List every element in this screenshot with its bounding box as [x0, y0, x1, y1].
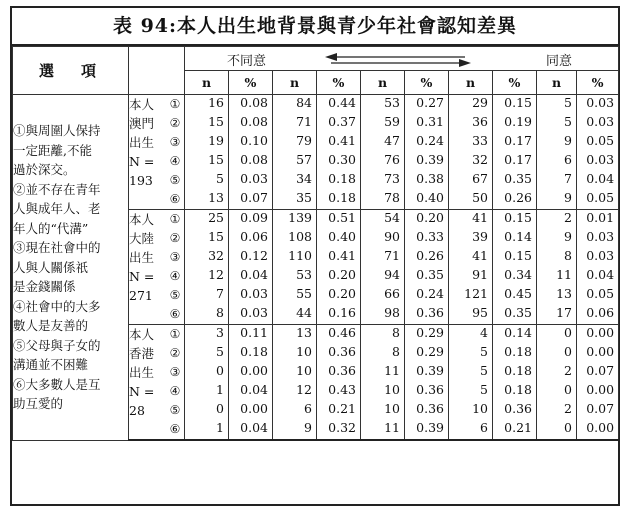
cell-value: 9 — [304, 420, 312, 435]
cell-value: 0.06 — [240, 229, 268, 244]
option-line: 人與成年人、老 — [13, 201, 101, 216]
item-number: ① — [169, 327, 181, 341]
cell-value: 0.18 — [240, 344, 268, 359]
cell-value: 0.15 — [504, 95, 532, 110]
cell-value: 12 — [208, 267, 224, 282]
cell-value: 50 — [472, 190, 488, 205]
cell-value: 0.07 — [586, 401, 615, 416]
cell-value: 66 — [384, 286, 400, 301]
cell-value: 0.04 — [240, 267, 268, 282]
value-column — [317, 325, 361, 441]
group-label-inner — [129, 95, 184, 209]
cell-value: 0.26 — [416, 248, 444, 263]
value-column — [317, 95, 361, 210]
cell-value: 0.14 — [504, 325, 532, 340]
cell-value: 10 — [472, 401, 488, 416]
cell-value: 53 — [384, 95, 400, 110]
group-label-line: 出生 — [129, 135, 155, 150]
cell-value: 0.00 — [240, 401, 268, 416]
cell-value: 1 — [216, 420, 224, 435]
value-column — [361, 210, 405, 325]
col-header-n: n — [273, 71, 317, 95]
cell-value: 0.06 — [586, 305, 615, 320]
cell-value: 0.20 — [328, 286, 356, 301]
cell-value: 16 — [208, 95, 224, 110]
value-column — [317, 210, 361, 325]
group-label — [129, 95, 185, 210]
cell-value: 0.32 — [328, 420, 356, 435]
value-column — [449, 95, 493, 210]
cell-value: 2 — [564, 401, 572, 416]
cell-value: 0.01 — [586, 210, 615, 225]
cell-value: 0.37 — [328, 114, 356, 129]
scale-right-label: 同意 — [546, 54, 573, 69]
value-column — [273, 95, 317, 210]
cell-value: 0.20 — [328, 267, 356, 282]
cell-value: 0.36 — [416, 305, 444, 320]
item-number: ⑤ — [169, 288, 181, 302]
cell-value: 15 — [208, 114, 224, 129]
cell-value: 0.36 — [328, 344, 356, 359]
item-number: ④ — [169, 269, 181, 283]
cell-value: 0.39 — [416, 420, 444, 435]
cell-value: 0.18 — [504, 344, 532, 359]
cell-value: 0.17 — [504, 133, 532, 148]
group-label-line: 出生 — [129, 365, 155, 380]
item-numbers — [166, 210, 184, 324]
cell-value: 0.00 — [586, 382, 615, 397]
value-column — [185, 325, 229, 441]
cell-value: 0.07 — [240, 190, 268, 205]
cell-value: 0.07 — [586, 363, 615, 378]
cell-value: 10 — [384, 382, 400, 397]
group-row — [13, 95, 619, 210]
group-label-line: N = — [129, 269, 155, 284]
cell-value: 0.03 — [240, 305, 268, 320]
value-column — [229, 325, 273, 441]
col-header-pct: % — [405, 71, 449, 95]
cell-value: 54 — [384, 210, 400, 225]
col-header-n: n — [449, 71, 493, 95]
cell-value: 0.17 — [504, 152, 532, 167]
group-header-blank — [129, 47, 185, 95]
cell-value: 0.29 — [416, 325, 444, 340]
cell-value: 71 — [384, 248, 400, 263]
cell-value: 0.00 — [586, 344, 615, 359]
group-label-line: N = — [129, 154, 155, 169]
cell-value: 0.18 — [328, 190, 356, 205]
cell-value: 0.03 — [240, 286, 268, 301]
cell-value: 0.35 — [504, 171, 532, 186]
cell-value: 79 — [296, 133, 312, 148]
cell-value: 0.43 — [328, 382, 356, 397]
cell-value: 0.03 — [586, 229, 615, 244]
cell-value: 95 — [472, 305, 488, 320]
cell-value: 0.21 — [328, 401, 356, 416]
cell-value: 0.08 — [240, 114, 268, 129]
cell-value: 59 — [384, 114, 400, 129]
cell-value: 0.05 — [586, 190, 615, 205]
cell-value: 15 — [208, 229, 224, 244]
cell-value: 5 — [564, 95, 572, 110]
cell-value: 9 — [564, 229, 572, 244]
cell-value: 0.18 — [504, 382, 532, 397]
cell-value: 8 — [392, 344, 400, 359]
cell-value: 0.04 — [586, 171, 615, 186]
cell-value: 0.38 — [416, 171, 444, 186]
cell-value: 91 — [472, 267, 488, 282]
option-line: 人與人關係祇 — [13, 259, 89, 275]
item-number: ③ — [169, 250, 181, 264]
option-line: 過於深交。 — [13, 162, 76, 177]
cell-value: 0.24 — [416, 286, 444, 301]
cell-value: 108 — [288, 229, 312, 244]
item-number: ⑤ — [169, 403, 181, 417]
value-column — [229, 95, 273, 210]
item-number: ③ — [169, 135, 181, 149]
option-line: ④社會中的大多 — [13, 298, 101, 314]
col-header-pct: % — [317, 71, 361, 95]
group-label-line: 271 — [129, 288, 153, 303]
item-number: ① — [169, 97, 181, 111]
cell-value: 8 — [564, 248, 572, 263]
cell-value: 11 — [384, 420, 400, 435]
item-number: ⑥ — [169, 307, 181, 321]
cell-value: 0.31 — [416, 114, 444, 129]
value-column — [185, 95, 229, 210]
option-line: ⑤父母與子女的 — [13, 337, 101, 353]
cell-value: 39 — [472, 229, 488, 244]
cell-value: 0.00 — [586, 325, 615, 340]
cell-value: 0.41 — [328, 248, 356, 263]
cell-value: 4 — [480, 325, 488, 340]
cell-value: 7 — [216, 286, 224, 301]
option-line: 年人的“代溝” — [13, 220, 89, 236]
value-column — [537, 325, 577, 441]
cell-value: 5 — [480, 382, 488, 397]
cell-value: 0.44 — [328, 95, 356, 110]
cell-value: 0.14 — [504, 229, 532, 244]
cell-value: 0 — [564, 382, 572, 397]
cell-value: 0.03 — [586, 95, 615, 110]
col-header-pct: % — [229, 71, 273, 95]
value-column — [361, 325, 405, 441]
cell-value: 0.11 — [240, 325, 268, 340]
cell-value: 3 — [216, 325, 224, 340]
cell-value: 0 — [564, 325, 572, 340]
cell-value: 5 — [480, 344, 488, 359]
cell-value: 94 — [384, 267, 400, 282]
item-number: ④ — [169, 154, 181, 168]
cell-value: 67 — [472, 171, 488, 186]
group-label-line: 大陸 — [129, 231, 155, 246]
cell-value: 71 — [296, 114, 312, 129]
item-numbers — [166, 325, 184, 439]
group-label-inner — [129, 210, 184, 324]
cell-value: 19 — [208, 133, 224, 148]
cell-value: 0.35 — [504, 305, 532, 320]
group-label-line: 193 — [129, 173, 153, 188]
cell-value: 139 — [288, 210, 312, 225]
cell-value: 10 — [384, 401, 400, 416]
cell-value: 13 — [556, 286, 572, 301]
group-label-line: 本人 — [129, 327, 155, 342]
cell-value: 0.26 — [504, 190, 532, 205]
cell-value: 121 — [464, 286, 488, 301]
value-column — [449, 210, 493, 325]
option-line: 溝通並不困難 — [13, 357, 89, 372]
cell-value: 10 — [296, 344, 312, 359]
cell-value: 0.15 — [504, 210, 532, 225]
cell-value: 0 — [216, 363, 224, 378]
item-number: ② — [169, 346, 181, 360]
col-header-n: n — [537, 71, 577, 95]
cell-value: 0.12 — [240, 248, 268, 263]
cell-value: 2 — [564, 363, 572, 378]
option-line: 一定距離,不能 — [13, 142, 92, 158]
cell-value: 0.21 — [504, 420, 532, 435]
option-line: ⑥大多數人是互 — [13, 376, 101, 392]
cell-value: 0.03 — [240, 171, 268, 186]
cell-value: 0.29 — [416, 344, 444, 359]
cell-value: 41 — [472, 210, 488, 225]
cell-value: 0.51 — [328, 210, 356, 225]
cell-value: 73 — [384, 171, 400, 186]
cell-value: 6 — [480, 420, 488, 435]
col-header-pct: % — [577, 71, 619, 95]
cell-value: 0.18 — [328, 171, 356, 186]
value-column — [493, 325, 537, 441]
cell-value: 13 — [296, 325, 312, 340]
cell-value: 7 — [564, 171, 572, 186]
value-column — [361, 95, 405, 210]
cell-value: 25 — [208, 210, 224, 225]
cell-value: 0.05 — [586, 286, 615, 301]
scale-left-label: 不同意 — [227, 54, 267, 69]
value-column — [577, 210, 619, 325]
cell-value: 110 — [288, 248, 312, 263]
item-number: ① — [169, 212, 181, 226]
cell-value: 0.40 — [416, 190, 444, 205]
table-frame — [10, 6, 620, 506]
cell-value: 90 — [384, 229, 400, 244]
cell-value: 0.08 — [240, 95, 268, 110]
item-number: ⑥ — [169, 192, 181, 206]
cell-value: 0 — [564, 344, 572, 359]
cell-value: 29 — [472, 95, 488, 110]
cell-value: 0.15 — [504, 248, 532, 263]
item-numbers — [166, 95, 184, 209]
item-number: ② — [169, 231, 181, 245]
cell-value: 9 — [564, 190, 572, 205]
cell-value: 0.24 — [416, 133, 444, 148]
cell-value: 47 — [384, 133, 400, 148]
cell-value: 12 — [296, 382, 312, 397]
item-number: ⑥ — [169, 422, 181, 436]
group-label — [129, 210, 185, 325]
cell-value: 8 — [216, 305, 224, 320]
col-header-n: n — [361, 71, 405, 95]
cell-value: 0.35 — [416, 267, 444, 282]
cell-value: 8 — [392, 325, 400, 340]
cell-value: 0.33 — [416, 229, 444, 244]
cell-value: 1 — [216, 382, 224, 397]
cell-value: 0.39 — [416, 152, 444, 167]
value-column — [405, 325, 449, 441]
group-label-line: N = — [129, 384, 155, 399]
cell-value: 5 — [480, 363, 488, 378]
col-header-pct: % — [493, 71, 537, 95]
value-column — [493, 210, 537, 325]
cell-value: 0.36 — [416, 382, 444, 397]
cell-value: 0.41 — [328, 133, 356, 148]
cell-value: 78 — [384, 190, 400, 205]
value-column — [449, 325, 493, 441]
cell-value: 5 — [216, 171, 224, 186]
cell-value: 0.40 — [328, 229, 356, 244]
cell-value: 41 — [472, 248, 488, 263]
option-line: 助互愛的 — [13, 396, 64, 411]
cell-value: 76 — [384, 152, 400, 167]
value-column — [229, 210, 273, 325]
group-label-text — [129, 95, 166, 209]
cell-value: 0.20 — [416, 210, 444, 225]
cell-value: 6 — [564, 152, 572, 167]
cell-value: 0.10 — [240, 133, 268, 148]
cell-value: 11 — [384, 363, 400, 378]
data-table — [12, 46, 619, 441]
group-label-line: 澳門 — [129, 116, 155, 131]
cell-value: 57 — [296, 152, 312, 167]
cell-value: 0.04 — [240, 420, 268, 435]
option-line: 數人是友善的 — [13, 318, 89, 333]
item-number: ④ — [169, 384, 181, 398]
group-label-inner — [129, 325, 184, 439]
cell-value: 0.46 — [328, 325, 356, 340]
value-column — [493, 95, 537, 210]
cell-value: 0.04 — [240, 382, 268, 397]
cell-value: 10 — [296, 363, 312, 378]
cell-value: 32 — [472, 152, 488, 167]
value-column — [537, 210, 577, 325]
group-label-line: 本人 — [129, 97, 155, 112]
cell-value: 2 — [564, 210, 572, 225]
cell-value: 17 — [556, 305, 572, 320]
cell-value: 0.04 — [586, 267, 615, 282]
cell-value: 84 — [296, 95, 312, 110]
options-text — [13, 95, 129, 441]
item-number: ② — [169, 116, 181, 130]
option-line: 是金錢關係 — [13, 279, 76, 294]
option-line: ②並不存在青年 — [13, 181, 101, 197]
cell-value: 55 — [296, 286, 312, 301]
cell-value: 0.16 — [328, 305, 356, 320]
group-label-line: 出生 — [129, 250, 155, 265]
value-column — [405, 95, 449, 210]
cell-value: 0.36 — [328, 363, 356, 378]
cell-value: 0.34 — [504, 267, 532, 282]
scale-header — [185, 47, 619, 71]
cell-value: 0.00 — [586, 420, 615, 435]
cell-value: 0.05 — [586, 133, 615, 148]
group-label-line: 本人 — [129, 212, 155, 227]
cell-value: 6 — [304, 401, 312, 416]
cell-value: 11 — [556, 267, 572, 282]
value-column — [537, 95, 577, 210]
cell-value: 0 — [564, 420, 572, 435]
cell-value: 0.03 — [586, 248, 615, 263]
value-column — [273, 325, 317, 441]
cell-value: 36 — [472, 114, 488, 129]
group-label — [129, 325, 185, 441]
table-title: 表 94:本人出生地背景與青少年社會認知差異 — [12, 8, 618, 46]
cell-value: 34 — [296, 171, 312, 186]
group-label-text — [129, 210, 166, 324]
cell-value: 0.36 — [416, 401, 444, 416]
value-column — [185, 210, 229, 325]
cell-value: 0.27 — [416, 95, 444, 110]
cell-value: 9 — [564, 133, 572, 148]
cell-value: 32 — [208, 248, 224, 263]
double-arrow-icon — [323, 52, 473, 68]
cell-value: 13 — [208, 190, 224, 205]
cell-value: 0.08 — [240, 152, 268, 167]
value-column — [577, 95, 619, 210]
cell-value: 44 — [296, 305, 312, 320]
cell-value: 0.18 — [504, 363, 532, 378]
value-column — [577, 325, 619, 441]
cell-value: 0.00 — [240, 363, 268, 378]
value-column — [405, 210, 449, 325]
cell-value: 0.09 — [240, 210, 268, 225]
cell-value: 5 — [564, 114, 572, 129]
group-label-text — [129, 325, 166, 439]
group-label-line: 香港 — [129, 346, 155, 361]
cell-value: 0.03 — [586, 152, 615, 167]
col-header-n: n — [185, 71, 229, 95]
cell-value: 0.19 — [504, 114, 532, 129]
group-label-line: 28 — [129, 403, 145, 418]
cell-value: 53 — [296, 267, 312, 282]
value-column — [273, 210, 317, 325]
cell-value: 0 — [216, 401, 224, 416]
cell-value: 0.30 — [328, 152, 356, 167]
cell-value: 5 — [216, 344, 224, 359]
option-line: ①與周圍人保持 — [13, 123, 101, 138]
option-line: ③現在社會中的 — [13, 240, 101, 255]
item-number: ③ — [169, 365, 181, 379]
options-header: 選 項 — [13, 47, 129, 95]
cell-value: 0.45 — [504, 286, 532, 301]
cell-value: 98 — [384, 305, 400, 320]
cell-value: 0.36 — [504, 401, 532, 416]
item-number: ⑤ — [169, 173, 181, 187]
cell-value: 15 — [208, 152, 224, 167]
cell-value: 0.39 — [416, 363, 444, 378]
cell-value: 33 — [472, 133, 488, 148]
cell-value: 35 — [296, 190, 312, 205]
cell-value: 0.03 — [586, 114, 615, 129]
